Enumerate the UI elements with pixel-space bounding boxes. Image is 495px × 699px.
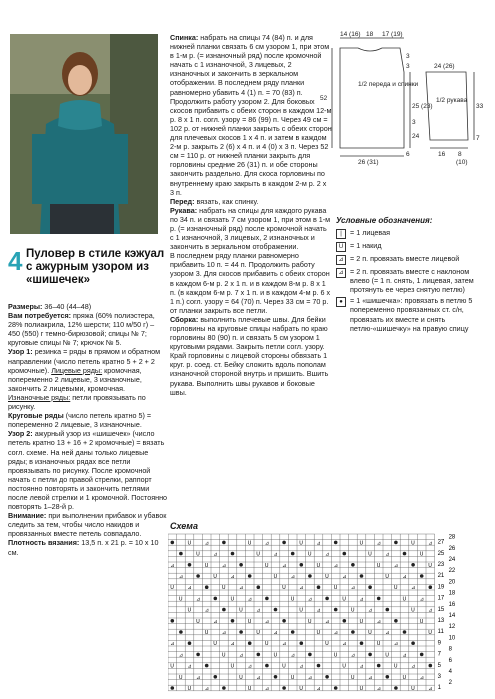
yarn-over-mark: U <box>256 630 260 636</box>
decrease-mark: ⊿ <box>282 562 287 569</box>
materials-value: пряжа (60% полиэстера, 28% полиакрила, 12% шерсти; 110 м/50 г) – 450 (550) г темно-бирюзовой; спицы № 7; круговые спицы № 7; крючок № 5. <box>8 311 155 348</box>
decrease-mark: ⊿ <box>221 630 227 636</box>
row-number: 25 <box>437 550 445 557</box>
decrease-mark: ⊿ <box>316 540 321 547</box>
yarn-over-mark: U <box>411 686 415 692</box>
diagram-sleeve-height: 33 <box>476 103 484 110</box>
decrease-mark: ⊿ <box>316 686 321 692</box>
yarn-over-mark: U <box>350 607 355 614</box>
diagram-left-height: 52 <box>320 95 328 102</box>
diagram-mid2: 3 <box>412 119 416 126</box>
bobble-mark <box>179 630 183 634</box>
sizes-value: 36–40 (44–48) <box>44 302 92 311</box>
decrease-mark: ⊿ <box>359 663 364 670</box>
decrease-mark: ⊿ <box>325 551 330 558</box>
bobble-mark <box>394 619 398 623</box>
yarn-over-mark: U <box>342 596 346 603</box>
yarn-over-mark: U <box>196 618 200 625</box>
decrease-mark: ⊿ <box>230 574 235 580</box>
decrease-mark: ⊿ <box>170 641 175 648</box>
yarn-over-mark: U <box>419 551 424 558</box>
decrease-mark: ⊿ <box>256 674 261 681</box>
legend-item: ⊿ = 2 п. провязать вместе с наклоном влево (= 1 п. снять, 1 лицевая, затем протянуть ее через снятую петлю) <box>336 267 486 294</box>
bobble-mark <box>386 608 390 612</box>
yarn-over-mark: U <box>247 686 252 692</box>
yarn-over-mark: U <box>178 674 183 681</box>
decrease-mark: ⊿ <box>273 551 278 558</box>
back-text: набрать на спицы 74 (84) п. и для нижней планки связать 6 см узором 1, при этом в 1-м р. (= изнаночный ряд) после кромочной начать с 1 изнаночной, 3 лицевых, 2 изнаночных и закончить в зеркальном отображении. В последнем ряду планки равномерно убавить 4 (1) п. = 70 (83) п. Продолжить работу узором 2. Для боковых скосов прибавить с обеих сторон в каждом 12-м р. 8 x 1 п. согл. узору = 86 (99) п. Через 49 см = 102 р. от нижней планки закрыть с обеих сторон для плечевых скосов 1 x 4 п. и затем в каждом 2-м р. закрыть 2 (6) x 4 п. и 4 (0) x 3 п. Через 52 см = 110 р. от нижней планки закрыть для горловины средние 26 (31) п. и обе стороны закончить раздельно. Для скоса горловины по внутреннему краю закрыть в каждом 2-м р. 2 x 3 п. <box>170 33 332 197</box>
pattern1-text: резинка = ряды в прямом и обратном направлении (число петель кратно 5 + 2 + 2 кромочные). <box>8 347 161 375</box>
yarn-over-mark: U <box>221 585 226 592</box>
bobble-mark <box>343 619 347 623</box>
yarn-over-mark: U <box>316 562 321 569</box>
yarn-over-mark: U <box>239 607 243 614</box>
bobble-mark <box>214 597 218 601</box>
yarn-over-mark: U <box>178 596 183 603</box>
bobble-mark <box>239 630 243 634</box>
bobble-mark <box>377 597 381 601</box>
bobble-mark <box>394 686 398 690</box>
yarn-over-mark: U <box>393 663 398 670</box>
diagram-sleeve-b1: 8 <box>458 151 462 158</box>
yarn-over-mark: U <box>213 641 217 648</box>
yarn-over-mark: U <box>402 674 407 681</box>
bobble-mark <box>403 630 407 634</box>
decrease-mark: ⊿ <box>264 540 270 547</box>
front-label: Перед: <box>170 196 195 206</box>
bobble-mark <box>317 585 321 589</box>
row-number: 5 <box>437 662 441 669</box>
diagram-sleeve-bottom: 16 <box>438 151 446 158</box>
bobble-mark <box>239 563 243 567</box>
bobble-mark <box>214 675 218 679</box>
diagram-top-width: 14 (16) <box>340 31 361 38</box>
bobble-mark <box>265 597 269 601</box>
row-number: 21 <box>437 573 445 580</box>
row-number: 17 <box>437 595 445 602</box>
yarn-over-mark: U <box>170 585 174 592</box>
decrease-mark: ⊿ <box>333 562 338 569</box>
bobble-mark <box>394 541 398 545</box>
yarn-over-mark: U <box>350 674 355 681</box>
bobble-mark <box>300 563 304 567</box>
diagram-sleeve-label: 1/2 рукава <box>436 97 468 104</box>
decrease-mark: ⊿ <box>325 618 330 625</box>
bobble-mark <box>334 608 338 612</box>
back-rows-text: петли провязывать по рисунку. <box>8 392 146 412</box>
photo-woman-pullover <box>10 34 158 234</box>
yarn-over-icon: U <box>336 242 346 252</box>
circular-rows-text: (число петель кратно 5) = попеременно 2 лицевые, 3 изнаночные. <box>8 411 152 430</box>
bobble-mark <box>248 574 252 578</box>
bobble-mark <box>171 619 175 623</box>
yarn-over-mark: U <box>333 652 338 659</box>
decrease-mark: ⊿ <box>282 641 287 648</box>
decrease-mark: ⊿ <box>196 674 201 681</box>
decrease-mark: ⊿ <box>307 674 313 681</box>
decrease-mark: ⊿ <box>196 596 201 603</box>
back-rows-label: Изнаночные ряды: <box>8 392 71 402</box>
pattern-diagram <box>318 28 490 168</box>
legend-item: | = 1 лицевая <box>336 228 486 239</box>
diagram-top-neck: 18 <box>366 31 374 38</box>
yarn-over-mark: U <box>213 574 217 580</box>
bobble-mark <box>403 552 407 556</box>
bobble-mark <box>386 675 390 679</box>
yarn-over-mark: U <box>428 562 432 569</box>
decrease-mark: ⊿ <box>376 540 381 547</box>
yarn-over-mark: U <box>230 596 235 603</box>
yarn-over-mark: U <box>204 562 209 569</box>
bobble-mark <box>222 686 226 690</box>
decrease-mark: ⊿ <box>187 663 192 670</box>
yarn-over-mark: U <box>299 540 303 547</box>
back-label: Спинка: <box>170 33 199 42</box>
decrease-mark: ⊿ <box>187 585 192 592</box>
bobble-mark <box>248 641 252 645</box>
yarn-over-mark: U <box>307 551 312 558</box>
bobble-mark <box>325 597 329 601</box>
decrease-mark: ⊿ <box>204 686 209 692</box>
yarn-over-mark: U <box>239 674 243 681</box>
bobble-mark <box>300 641 304 645</box>
bobble-mark <box>368 585 372 589</box>
ssk-icon: ⊿ <box>336 268 346 278</box>
bobble-mark <box>360 574 364 578</box>
row-number: 19 <box>437 584 445 591</box>
bobble-mark <box>334 686 338 690</box>
yarn-over-mark: U <box>256 551 260 558</box>
decrease-mark: ⊿ <box>299 585 304 592</box>
yarn-over-mark: U <box>419 618 424 625</box>
left-text-column <box>8 302 168 557</box>
row-number: 7 <box>437 651 441 658</box>
row-number: 18 <box>448 590 456 597</box>
yarn-over-mark: U <box>411 607 415 614</box>
bobble-mark <box>368 653 372 657</box>
yarn-over-mark: U <box>264 641 269 648</box>
decrease-mark: ⊿ <box>359 596 364 603</box>
diagram-body-label: 1/2 переда и спинки <box>358 81 419 88</box>
circular-rows-label: Круговые ряды <box>8 411 64 421</box>
yarn-over-mark: U <box>393 585 398 592</box>
legend-title: Условные обозначения: <box>336 216 433 225</box>
bobble-mark <box>360 641 364 645</box>
bobble-mark <box>196 574 200 578</box>
bobble-mark <box>205 664 209 668</box>
bobble-mark <box>274 608 278 612</box>
decrease-mark: ⊿ <box>221 562 227 569</box>
yarn-over-mark: U <box>290 674 295 681</box>
bobble-mark <box>205 585 209 589</box>
knitting-chart <box>168 532 488 694</box>
yarn-over-mark: U <box>282 663 286 670</box>
bobble-mark <box>411 641 415 645</box>
decrease-mark: ⊿ <box>247 596 252 603</box>
yarn-over-mark: U <box>170 663 174 670</box>
bobble-mark <box>351 563 355 567</box>
yarn-over-mark: U <box>273 574 278 580</box>
yarn-over-mark: U <box>402 596 407 603</box>
decrease-mark: ⊿ <box>385 551 390 558</box>
bobble-mark <box>257 585 261 589</box>
pattern2-text: ажурный узор из «шишечек» (число петель кратно 13 + 16 + 2 кромочные) = вязать согл. схеме. На ней даны только лицевые ряды; в изнаночных рядах все петли провязывать по рисунку. После кромочной начать с петли до правой стрелки, раппорт постоянно повторять и закончить петлями после левой стрелки и 1 кромочной. Постоянно повторять 1–28-й р. <box>8 429 168 512</box>
yarn-over-mark: U <box>299 607 303 614</box>
pattern1-label: Узор 1: <box>8 347 33 357</box>
row-number: 13 <box>437 618 445 624</box>
bobble-icon: ● <box>336 297 346 307</box>
yarn-over-mark: U <box>385 574 389 580</box>
yarn-over-mark: U <box>359 540 364 547</box>
bobble-mark <box>429 664 433 668</box>
decrease-mark: ⊿ <box>402 652 407 659</box>
row-number: 12 <box>448 624 456 631</box>
yarn-over-mark: U <box>411 540 415 547</box>
decrease-mark: ⊿ <box>273 630 278 636</box>
decrease-mark: ⊿ <box>264 618 270 625</box>
decrease-mark: ⊿ <box>342 574 347 580</box>
decrease-mark: ⊿ <box>393 641 399 648</box>
sleeves-label: Рукава: <box>170 205 198 215</box>
knit-icon: | <box>336 229 346 239</box>
face-rows-label: Лицевые ряды: <box>51 365 103 375</box>
legend-item: ● = 1 «шишечка»: провязать в петлю 5 попеременно провязанных ст. с/н, провязать их вместе и снять петлю-«шишечку» на правую спицу <box>336 296 486 332</box>
decrease-mark: ⊿ <box>247 663 252 670</box>
attention-label: Внимание: <box>8 511 47 521</box>
middle-text-column <box>170 33 332 397</box>
row-number: 2 <box>448 680 452 687</box>
front-text: вязать, как спинку. <box>196 196 259 206</box>
diagram-mid3: 24 <box>412 133 420 140</box>
decrease-mark: ⊿ <box>239 652 244 659</box>
yarn-over-mark: U <box>230 663 235 670</box>
decrease-mark: ⊿ <box>333 630 338 636</box>
decrease-mark: ⊿ <box>213 551 218 558</box>
bobble-mark <box>222 541 226 545</box>
row-number: 3 <box>437 674 441 680</box>
decrease-mark: ⊿ <box>350 652 356 659</box>
bobble-mark <box>291 552 295 556</box>
decrease-mark: ⊿ <box>256 607 261 614</box>
sleeves-text-2: В последнем ряду планки равномерно прибавить 10 п. = 44 п. Продолжить работу узором 3. Для скосов прибавить с обеих сторон в каждом 6-м р. 2 x 1 п. и в каждом 8-м р. 8 x 1 п. (в каждом 6-м р. 7 x 1 п. и в каждом 4-м р. 6 x 1 п.) согл. узору = 64 (70) п. Через 33 см = 70 р. от планки закрыть все петли. <box>170 251 331 315</box>
yarn-over-mark: U <box>187 686 192 692</box>
bobble-mark <box>420 574 424 578</box>
decrease-mark: ⊿ <box>213 618 218 625</box>
assembly-text: выполнить плечевые швы. Для бейки горловины на круговые спицы набрать по краю горловины 80 (90) п. и связать 5 см узором 1 круговыми рядами. Закрыть петли согл. узору. Край горловины с лицевой стороны обвязать 1 круг. р. соед. ст. Бейку сложить вдоль пополам изнаночной стороной внутрь и пришить. Вшить рукава. Выполнить швы рукавов и боковые швы. <box>170 314 329 397</box>
yarn-over-mark: U <box>376 641 381 648</box>
yarn-over-mark: U <box>204 630 209 636</box>
bobble-mark <box>282 541 286 545</box>
decrease-mark: ⊿ <box>428 686 433 692</box>
decrease-mark: ⊿ <box>376 686 381 692</box>
row-number: 16 <box>448 601 456 608</box>
yarn-over-mark: U <box>247 618 252 625</box>
yarn-over-mark: U <box>385 652 389 659</box>
bobble-mark <box>179 552 183 556</box>
decrease-mark: ⊿ <box>368 607 373 614</box>
yarn-over-mark: U <box>325 641 329 648</box>
row-number: 11 <box>437 629 444 636</box>
k2tog-icon: ⊿ <box>336 255 346 265</box>
diagram-sleeve-b2: (10) <box>456 159 468 166</box>
decrease-mark: ⊿ <box>385 630 390 636</box>
bobble-mark <box>274 675 278 679</box>
decrease-mark: ⊿ <box>204 607 209 614</box>
bobble-mark <box>420 653 424 657</box>
yarn-over-mark: U <box>333 585 338 592</box>
bobble-mark <box>334 541 338 545</box>
face-rows-text: кромочная, попеременно 2 лицевые, 3 изнаночные, закончить 2 лицевыми, кромочная. <box>8 365 142 393</box>
bobble-mark <box>308 653 312 657</box>
decrease-mark: ⊿ <box>419 674 424 681</box>
yarn-over-mark: U <box>307 618 312 625</box>
decrease-mark: ⊿ <box>368 674 373 681</box>
legend-item: ⊿ = 2 п. провязать вместе лицевой <box>336 254 486 265</box>
yarn-over-mark: U <box>282 585 286 592</box>
attention-text: при выполнении прибавок и убавок следить за тем, чтобы число накидов и провязанных вместе петель совпадало. <box>8 511 167 539</box>
decrease-mark: ⊿ <box>178 574 184 580</box>
decrease-mark: ⊿ <box>411 585 416 592</box>
bobble-mark <box>231 552 235 556</box>
schema-title: Схема <box>170 521 198 531</box>
decrease-mark: ⊿ <box>393 562 399 569</box>
bobble-mark <box>231 619 235 623</box>
bobble-mark <box>325 675 329 679</box>
bobble-mark <box>343 552 347 556</box>
yarn-over-mark: U <box>187 607 192 614</box>
diagram-right-h2: 3 <box>406 63 410 70</box>
bobble-mark <box>188 641 192 645</box>
pattern2-label: Узор 2: <box>8 429 33 439</box>
pattern-title: Пуловер в стиле кэжуал с ажурным узором из «шишечек» <box>26 248 165 286</box>
decrease-mark: ⊿ <box>316 607 321 614</box>
density-text: 13,5 п. x 21 р. = 10 x 10 см. <box>8 538 159 557</box>
bobble-mark <box>257 653 261 657</box>
yarn-over-mark: U <box>376 562 381 569</box>
legend-item: U = 1 накид <box>336 241 486 252</box>
pattern-number: 4 <box>8 246 23 276</box>
row-number: 24 <box>448 557 456 563</box>
diagram-sleeve-side: 7 <box>476 135 480 142</box>
yarn-over-mark: U <box>264 562 269 569</box>
decrease-mark: ⊿ <box>290 574 295 580</box>
density-label: Плотность вязания: <box>8 538 80 548</box>
yarn-over-mark: U <box>428 630 432 636</box>
row-number: 1 <box>437 685 441 692</box>
row-number: 20 <box>448 579 456 586</box>
bobble-mark <box>351 630 355 634</box>
yarn-over-mark: U <box>368 630 372 636</box>
decrease-mark: ⊿ <box>376 618 381 625</box>
row-number: 23 <box>437 562 445 568</box>
bobble-mark <box>317 664 321 668</box>
yarn-over-mark: U <box>273 652 278 659</box>
diagram-bottom-width: 26 (31) <box>358 159 379 166</box>
decrease-mark: ⊿ <box>264 686 270 692</box>
bobble-mark <box>171 541 175 545</box>
yarn-over-mark: U <box>196 551 200 558</box>
bobble-mark <box>377 664 381 668</box>
row-number: 14 <box>448 613 456 619</box>
row-number: 15 <box>437 606 445 613</box>
bobble-mark <box>291 630 295 634</box>
yarn-over-mark: U <box>342 663 346 670</box>
decrease-mark: ⊿ <box>299 663 304 670</box>
yarn-over-mark: U <box>247 540 252 547</box>
row-number: 9 <box>437 640 441 647</box>
row-number: 26 <box>448 545 456 552</box>
yarn-over-mark: U <box>187 540 192 547</box>
bobble-mark <box>308 574 312 578</box>
row-number: 6 <box>448 657 452 664</box>
decrease-mark: ⊿ <box>428 607 433 614</box>
decrease-mark: ⊿ <box>342 641 347 648</box>
decrease-mark: ⊿ <box>419 596 424 603</box>
row-number: 10 <box>448 635 456 642</box>
decrease-mark: ⊿ <box>178 652 184 659</box>
bobble-mark <box>282 686 286 690</box>
diagram-bottom-width2: 6 <box>406 151 410 158</box>
yarn-over-mark: U <box>359 618 364 625</box>
row-number: 4 <box>448 669 452 675</box>
row-number: 28 <box>448 534 456 541</box>
row-number: 22 <box>448 568 456 575</box>
decrease-mark: ⊿ <box>350 585 356 592</box>
materials-label: Вам потребуется: <box>8 311 72 321</box>
bobble-mark <box>196 653 200 657</box>
diagram-sleeve-top: 24 (26) <box>434 63 455 70</box>
yarn-over-mark: U <box>316 630 321 636</box>
decrease-mark: ⊿ <box>402 574 407 580</box>
yarn-over-mark: U <box>221 652 226 659</box>
decrease-mark: ⊿ <box>290 652 295 659</box>
bobble-mark <box>171 686 175 690</box>
yarn-over-mark: U <box>325 574 329 580</box>
diagram-mid1: 25 (23) <box>412 103 433 110</box>
sizes-label: Размеры: <box>8 302 43 311</box>
bobble-mark <box>411 563 415 567</box>
diagram-top-shoulder: 17 (19) <box>382 31 403 38</box>
diagram-right-h1: 3 <box>406 53 410 60</box>
bobble-mark <box>265 664 269 668</box>
decrease-mark: ⊿ <box>230 641 235 648</box>
decrease-mark: ⊿ <box>170 562 175 569</box>
yarn-over-mark: U <box>368 551 372 558</box>
bobble-mark <box>282 619 286 623</box>
decrease-mark: ⊿ <box>204 540 209 547</box>
legend <box>336 216 486 335</box>
yarn-over-mark: U <box>290 596 295 603</box>
bobble-mark <box>188 563 192 567</box>
decrease-mark: ⊿ <box>411 663 416 670</box>
decrease-mark: ⊿ <box>239 585 244 592</box>
yarn-over-mark: U <box>359 686 364 692</box>
row-number: 27 <box>437 539 445 546</box>
assembly-label: Сборка: <box>170 314 199 324</box>
sleeves-text: набрать на спицы для каждого рукава по 34 п. и связать 7 см узором 1, при этом в 1-м р. (= изнаночный ряд) после кромочной начать с 1 изнаночной, 3 лицевых, 2 изнаночных и закончить в зеркальном отображении. <box>170 205 331 252</box>
bobble-mark <box>222 608 226 612</box>
decrease-mark: ⊿ <box>428 540 433 547</box>
decrease-mark: ⊿ <box>307 596 313 603</box>
yarn-over-mark: U <box>299 686 303 692</box>
bobble-mark <box>429 585 433 589</box>
row-number: 8 <box>448 646 452 653</box>
